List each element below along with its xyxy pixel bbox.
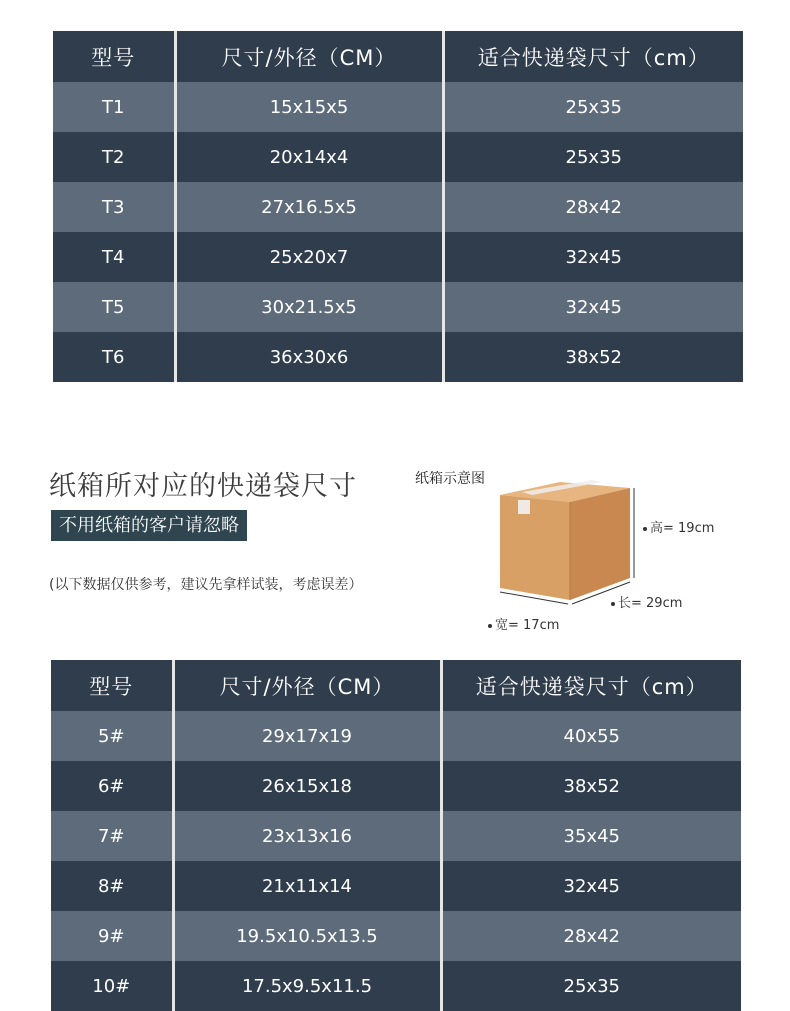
cell-bag-size: 32x45 bbox=[565, 246, 622, 268]
table-row bbox=[53, 232, 743, 282]
table-row bbox=[51, 861, 741, 911]
cell-dimensions: 23x13x16 bbox=[173, 811, 441, 861]
height-label-text: 高= 19cm bbox=[650, 521, 715, 536]
cell-dimensions: 20x14x4 bbox=[175, 132, 443, 182]
cell-bag-size: 28x42 bbox=[565, 196, 622, 218]
box-tape-flap bbox=[518, 500, 530, 514]
cell-dimensions: 17.5x9.5x11.5 bbox=[173, 961, 441, 1011]
table-row bbox=[51, 761, 741, 811]
section-title: 纸箱所对应的快递袋尺寸 bbox=[49, 471, 357, 502]
cell-dimensions: 21x11x14 bbox=[173, 861, 441, 911]
size-table-bottom bbox=[51, 660, 741, 1011]
cell-bag-size: 25x35 bbox=[565, 146, 622, 168]
cell-model: 5# bbox=[51, 711, 173, 761]
col-header-model: 型号 bbox=[51, 660, 173, 711]
cell-dimensions: 36x30x6 bbox=[175, 332, 443, 382]
cell-dimensions: 27x16.5x5 bbox=[175, 182, 443, 232]
section-note: (以下数据仅供参考，建议先拿样试装，考虑误差） bbox=[49, 577, 363, 593]
box-side-face bbox=[570, 488, 630, 600]
length-label-text: 长= 29cm bbox=[618, 596, 683, 611]
table-row bbox=[51, 961, 741, 1011]
cell-dimensions: 25x20x7 bbox=[175, 232, 443, 282]
cell-bag-size: 25x35 bbox=[565, 96, 622, 118]
table-row bbox=[53, 82, 743, 132]
width-label-text: 宽= 17cm bbox=[495, 618, 560, 633]
cell-model: T5 bbox=[53, 282, 175, 332]
diagram-title: 纸箱示意图 bbox=[415, 471, 485, 487]
cell-model: T2 bbox=[53, 132, 175, 182]
cell-bag-size: 32x45 bbox=[565, 296, 622, 318]
table-row bbox=[51, 811, 741, 861]
cell-model: T1 bbox=[53, 82, 175, 132]
cell-bag-size: 25x35 bbox=[563, 975, 620, 997]
cell-model: 7# bbox=[51, 811, 173, 861]
cell-model: T4 bbox=[53, 232, 175, 282]
width-label bbox=[488, 614, 559, 633]
table-row bbox=[53, 332, 743, 382]
table-header-row bbox=[51, 660, 741, 711]
col-header-model: 型号 bbox=[53, 31, 175, 82]
table-row bbox=[51, 711, 741, 761]
cell-model: 9# bbox=[51, 911, 173, 961]
cell-model: 6# bbox=[51, 761, 173, 811]
section-subtitle-banner: 不用纸箱的客户请忽略 bbox=[51, 510, 247, 541]
cell-bag-size: 28x42 bbox=[563, 925, 620, 947]
cell-bag-size: 38x52 bbox=[563, 775, 620, 797]
cell-dimensions: 26x15x18 bbox=[173, 761, 441, 811]
col-header-dimensions: 尺寸/外径（CM） bbox=[175, 31, 443, 82]
cell-model: 8# bbox=[51, 861, 173, 911]
cell-dimensions: 29x17x19 bbox=[173, 711, 441, 761]
cell-bag-size: 35x45 bbox=[563, 825, 620, 847]
cell-model: T6 bbox=[53, 332, 175, 382]
cell-bag-size: 40x55 bbox=[563, 725, 620, 747]
cell-model: 10# bbox=[51, 961, 173, 1011]
table-row bbox=[53, 282, 743, 332]
table-row bbox=[53, 132, 743, 182]
cell-model: T3 bbox=[53, 182, 175, 232]
table-header-row bbox=[53, 31, 743, 82]
col-header-dimensions: 尺寸/外径（CM） bbox=[173, 660, 441, 711]
cell-bag-size: 32x45 bbox=[563, 875, 620, 897]
cell-dimensions: 15x15x5 bbox=[175, 82, 443, 132]
table-row bbox=[53, 182, 743, 232]
col-header-bag-size: 适合快递袋尺寸（cm） bbox=[477, 45, 710, 70]
cell-dimensions: 30x21.5x5 bbox=[175, 282, 443, 332]
col-header-bag-size: 适合快递袋尺寸（cm） bbox=[475, 674, 708, 699]
table-row bbox=[51, 911, 741, 961]
cell-dimensions: 19.5x10.5x13.5 bbox=[173, 911, 441, 961]
height-label bbox=[643, 517, 714, 536]
size-table-top bbox=[53, 31, 743, 382]
cell-bag-size: 38x52 bbox=[565, 346, 622, 368]
length-label bbox=[611, 592, 682, 611]
box-front-face bbox=[500, 495, 570, 600]
cardboard-box-illustration bbox=[480, 470, 650, 610]
